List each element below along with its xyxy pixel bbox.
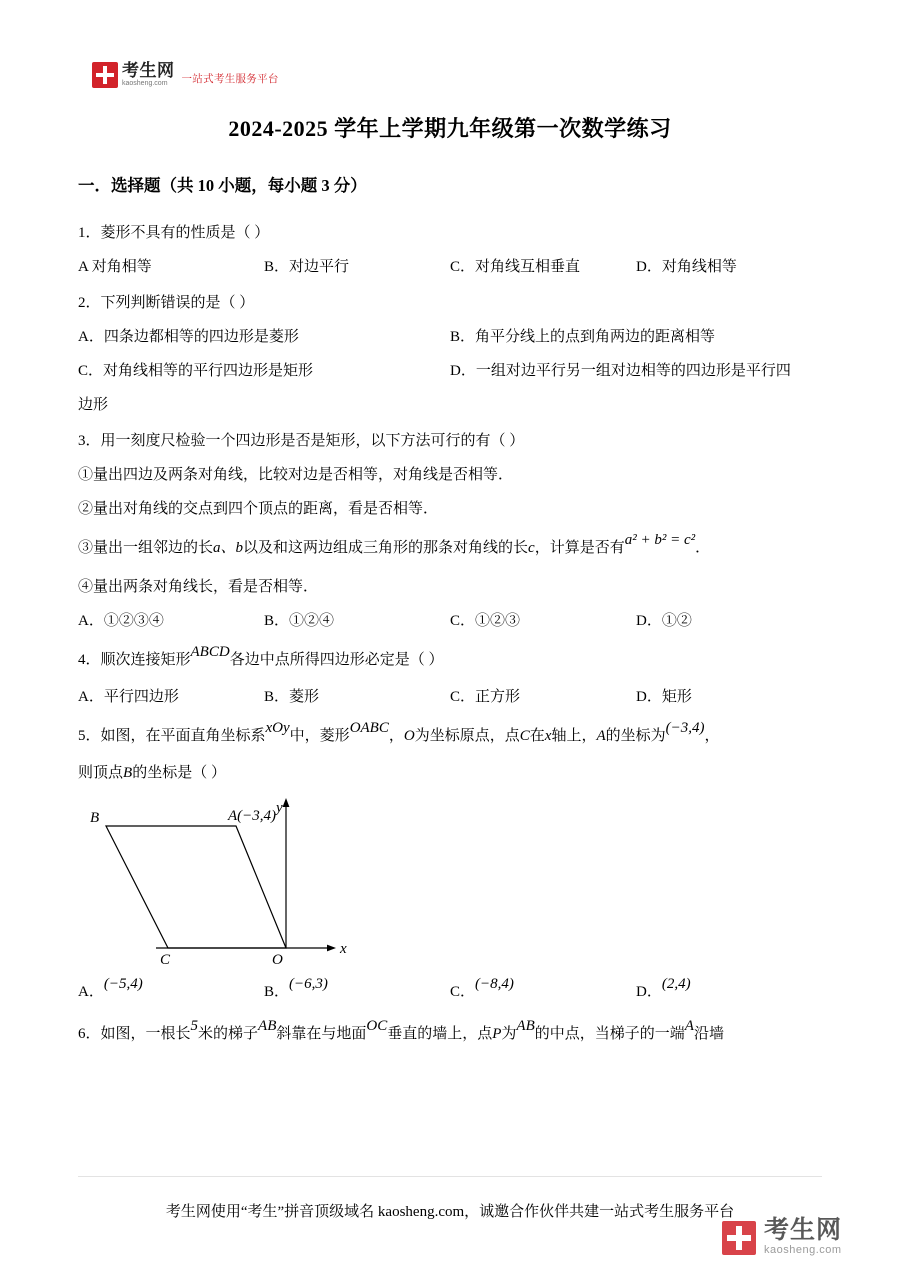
question-1-option-a[interactable]: A 对角相等 bbox=[78, 259, 152, 275]
question-1-stem: 1．菱形不具有的性质是（ ） bbox=[78, 225, 270, 241]
svg-text:A(−3,4): A(−3,4) bbox=[228, 808, 277, 824]
question-3-stem: 3．用一刻度尺检验一个四边形是否是矩形，以下方法可行的有（ ） bbox=[78, 433, 525, 449]
question-3-item-2: ②量出对角线的交点到四个顶点的距离，看是否相等． bbox=[78, 501, 439, 517]
question-1 bbox=[78, 216, 822, 284]
question-2-options-row1 bbox=[78, 320, 822, 354]
q6-segment-ab-2: AB bbox=[516, 1018, 535, 1034]
svg-text:B: B bbox=[90, 810, 100, 826]
q5-rhombus-label: OABC bbox=[349, 720, 389, 736]
q3-item3-text-c: ，计算是否有 bbox=[534, 540, 625, 556]
question-3-item-1: ①量出四边及两条对角线，比较对边是否相等，对角线是否相等． bbox=[78, 467, 514, 483]
q5-text-5: 在 bbox=[529, 728, 545, 744]
question-1-options bbox=[78, 250, 822, 284]
q5-opt-d-letter: D． bbox=[636, 984, 662, 1000]
q6-text-1: 6．如图，一根长 bbox=[78, 1026, 191, 1042]
logo-name-en: kaosheng.com bbox=[122, 80, 168, 87]
q5-point-c: C bbox=[519, 728, 530, 744]
question-5-stem-line2 bbox=[78, 756, 822, 790]
watermark-text bbox=[764, 1218, 842, 1257]
logo-text bbox=[122, 62, 175, 88]
question-3-option-d[interactable]: D．①② bbox=[636, 613, 692, 629]
q6-text-3: 斜靠在与地面 bbox=[276, 1026, 367, 1042]
q5-coord-a: (−3,4) bbox=[665, 720, 705, 736]
question-4 bbox=[78, 640, 822, 714]
question-3 bbox=[78, 424, 822, 638]
question-4-option-b[interactable]: B．菱形 bbox=[264, 689, 320, 705]
q5-opt-c-letter: C． bbox=[450, 984, 476, 1000]
svg-text:x: x bbox=[340, 941, 347, 957]
question-2-option-a[interactable]: A．四条边都相等的四边形是菱形 bbox=[78, 329, 299, 345]
q5-text-2: 中，菱形 bbox=[289, 728, 350, 744]
question-2-option-b[interactable]: B．角平分线上的点到角两边的距离相等 bbox=[450, 329, 716, 345]
question-5-figure bbox=[78, 796, 822, 968]
q5-axis-x: x bbox=[544, 728, 552, 744]
q3-item3-text-b: 以及和这两边组成三角形的那条对角线的长 bbox=[243, 540, 529, 556]
q5-point-b: B bbox=[123, 765, 133, 781]
q3-item3-var-c: c bbox=[528, 540, 535, 556]
q5-opt-b-value: (−6,3) bbox=[289, 976, 328, 992]
question-2-option-d-cont: 边形 bbox=[78, 397, 109, 413]
q5-text-3: ， bbox=[388, 728, 404, 744]
question-4-options bbox=[78, 680, 822, 714]
q3-item3-text-a: ③量出一组邻边的长 bbox=[78, 540, 214, 556]
document-body bbox=[78, 168, 822, 1056]
q6-point-a: A bbox=[684, 1018, 694, 1034]
question-5-option-a[interactable] bbox=[78, 972, 264, 1012]
svg-text:O: O bbox=[272, 952, 283, 968]
q5-point-o: O bbox=[403, 728, 415, 744]
q3-item3-formula: a² + b² = c² bbox=[624, 532, 696, 548]
q5-text-9: 则顶点 bbox=[78, 765, 124, 781]
question-5-stem bbox=[78, 716, 822, 756]
q6-text-4: 垂直的墙上，点 bbox=[387, 1026, 493, 1042]
question-5-option-c[interactable] bbox=[450, 972, 636, 1012]
question-3-option-b[interactable]: B．①②④ bbox=[264, 613, 335, 629]
section-heading: 一．选择题（共 10 小题，每小题 3 分） bbox=[78, 176, 367, 195]
q5-opt-c-value: (−8,4) bbox=[475, 976, 514, 992]
question-3-item-3 bbox=[78, 526, 822, 570]
q3-item3-text-d: ． bbox=[695, 540, 711, 556]
q5-text-8: ， bbox=[704, 728, 720, 744]
question-6 bbox=[78, 1014, 822, 1054]
question-5-option-b[interactable] bbox=[264, 972, 450, 1012]
q5-opt-a-letter: A． bbox=[78, 984, 104, 1000]
question-2 bbox=[78, 286, 822, 422]
q6-text-2: 米的梯子 bbox=[198, 1026, 259, 1042]
site-logo bbox=[92, 62, 279, 88]
question-1-option-b[interactable]: B．对边平行 bbox=[264, 259, 350, 275]
svg-text:y: y bbox=[276, 800, 283, 816]
q6-point-p: P bbox=[492, 1026, 502, 1042]
watermark-logo bbox=[722, 1218, 842, 1257]
q5-point-a: A bbox=[596, 728, 606, 744]
page-title: 2024-2025 学年上学期九年级第一次数学练习 bbox=[228, 116, 672, 141]
q4-rect-label: ABCD bbox=[190, 644, 230, 660]
question-2-stem: 2．下列判断错误的是（ ） bbox=[78, 295, 255, 311]
logo-name-cn: 考生网 bbox=[122, 61, 175, 80]
question-5-option-d[interactable] bbox=[636, 972, 822, 1012]
q6-text-7: 沿墙 bbox=[693, 1026, 724, 1042]
q6-text-6: 的中点，当梯子的一端 bbox=[534, 1026, 685, 1042]
watermark-name-cn: 考生网 bbox=[763, 1216, 842, 1244]
page-footer: 考生网使用“考生”拼音顶级域名 kaosheng.com，诚邀合作伙伴共建一站式考生服务平台 bbox=[165, 1204, 735, 1220]
q5-opt-d-value: (2,4) bbox=[661, 976, 691, 992]
q5-text-10: 的坐标是（ ） bbox=[132, 765, 226, 781]
svg-text:C: C bbox=[160, 952, 171, 968]
question-1-option-d[interactable]: D．对角线相等 bbox=[636, 259, 737, 275]
question-2-option-d[interactable]: D．一组对边平行另一组对边相等的四边形是平行四 bbox=[450, 363, 791, 379]
question-4-option-a[interactable]: A．平行四边形 bbox=[78, 689, 179, 705]
question-4-stem bbox=[78, 640, 822, 680]
logo-slogan: 一站式考生服务平台 bbox=[181, 73, 279, 85]
logo-mark-icon bbox=[92, 62, 118, 88]
rhombus-coordinate-diagram bbox=[78, 796, 498, 968]
question-4-option-d[interactable]: D．矩形 bbox=[636, 689, 692, 705]
question-2-options-row2 bbox=[78, 354, 822, 388]
q5-text-4: 为坐标原点，点 bbox=[414, 728, 520, 744]
question-3-option-c[interactable]: C．①②③ bbox=[450, 613, 521, 629]
q3-item3-vars-ab: a、b bbox=[213, 540, 244, 556]
q4-text-a: 4．顺次连接矩形 bbox=[78, 652, 191, 668]
q6-segment-oc: OC bbox=[366, 1018, 388, 1034]
question-2-option-c[interactable]: C．对角线相等的平行四边形是矩形 bbox=[78, 363, 314, 379]
q5-text-7: 的坐标为 bbox=[605, 728, 666, 744]
q5-coord-system: xOy bbox=[265, 720, 290, 736]
question-3-item-4: ④量出两条对角线长，看是否相等． bbox=[78, 579, 319, 595]
question-4-option-c[interactable]: C．正方形 bbox=[450, 689, 521, 705]
q5-text-1: 5．如图，在平面直角坐标系 bbox=[78, 728, 266, 744]
q6-text-5: 为 bbox=[501, 1026, 517, 1042]
q5-opt-b-letter: B． bbox=[264, 984, 290, 1000]
q6-ladder-length: 5 bbox=[190, 1018, 199, 1034]
question-6-stem bbox=[78, 1014, 822, 1054]
footer-divider bbox=[78, 1176, 822, 1177]
q6-segment-ab: AB bbox=[258, 1018, 277, 1034]
watermark-name-en: kaosheng.com bbox=[763, 1244, 842, 1256]
question-1-option-c[interactable]: C．对角线互相垂直 bbox=[450, 259, 581, 275]
q4-text-b: 各边中点所得四边形必定是（ ） bbox=[229, 652, 444, 668]
q5-opt-a-value: (−5,4) bbox=[103, 976, 143, 992]
watermark-mark-icon bbox=[722, 1221, 756, 1255]
question-3-option-a[interactable]: A．①②③④ bbox=[78, 613, 164, 629]
q5-text-6: 轴上， bbox=[551, 728, 597, 744]
question-5 bbox=[78, 716, 822, 1012]
